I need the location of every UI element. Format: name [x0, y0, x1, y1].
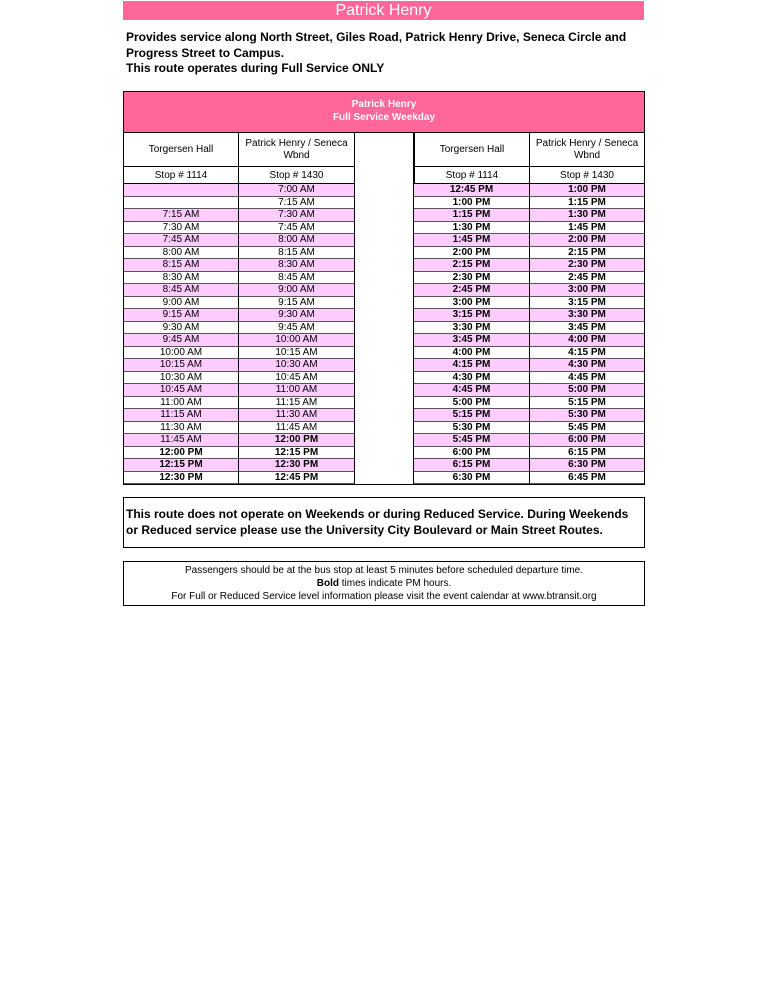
torgersen-time: 12:45 PM [414, 184, 530, 197]
time-row [414, 459, 644, 472]
intro-line-2: Progress Street to Campus. [126, 45, 285, 60]
torgersen-time: 10:30 AM [124, 372, 239, 385]
patrick-henry-time: 9:45 AM [239, 322, 355, 335]
time-row [124, 209, 355, 222]
intro-line-3: This route operates during Full Service ONLY [126, 61, 385, 75]
time-row [414, 334, 644, 347]
route-title: Patrick Henry [123, 1, 644, 20]
patrick-henry-time: 1:15 PM [530, 197, 644, 210]
patrick-henry-time: 11:15 AM [239, 397, 355, 410]
patrick-henry-time: 7:15 AM [239, 197, 355, 210]
patrick-henry-time: 12:15 PM [239, 447, 355, 460]
info-line-1: Passengers should be at the bus stop at least 5 minutes before scheduled departure time. [184, 565, 584, 576]
torgersen-time: 6:15 PM [414, 459, 530, 472]
patrick-henry-time: 5:30 PM [530, 409, 644, 422]
torgersen-time: 7:45 AM [124, 234, 239, 247]
col-header-patrick-henry-1: Patrick Henry / Seneca Wbnd [239, 133, 355, 167]
info-line-3: For Full or Reduced Service level information please visit the event calendar at www.btransit.org [171, 591, 597, 602]
time-row [414, 434, 644, 447]
service-notice [123, 497, 645, 548]
torgersen-time: 6:00 PM [414, 447, 530, 460]
passenger-info [123, 561, 645, 606]
patrick-henry-time: 3:00 PM [530, 284, 644, 297]
patrick-henry-time: 6:30 PM [530, 459, 644, 472]
time-row [414, 372, 644, 385]
patrick-henry-time: 12:30 PM [239, 459, 355, 472]
time-row [414, 472, 644, 485]
route-description [126, 30, 646, 77]
patrick-henry-time: 5:00 PM [530, 384, 644, 397]
patrick-henry-time: 10:30 AM [239, 359, 355, 372]
patrick-henry-time: 6:15 PM [530, 447, 644, 460]
time-row [414, 222, 644, 235]
stop-number-2: Stop # 1430 [239, 167, 355, 184]
torgersen-time: 10:00 AM [124, 347, 239, 360]
time-row [124, 309, 355, 322]
col-header-torgersen-2: Torgersen Hall [414, 133, 530, 167]
time-row [124, 334, 355, 347]
torgersen-time: 5:00 PM [414, 397, 530, 410]
time-row [414, 409, 644, 422]
torgersen-time: 12:30 PM [124, 472, 239, 485]
time-row [414, 322, 644, 335]
patrick-henry-time: 11:30 AM [239, 409, 355, 422]
patrick-henry-time: 10:45 AM [239, 372, 355, 385]
torgersen-time: 11:30 AM [124, 422, 239, 435]
torgersen-time: 2:45 PM [414, 284, 530, 297]
patrick-henry-time: 9:30 AM [239, 309, 355, 322]
time-row [414, 297, 644, 310]
patrick-henry-time: 8:45 AM [239, 272, 355, 285]
time-row [124, 459, 355, 472]
torgersen-time: 1:00 PM [414, 197, 530, 210]
time-row [124, 259, 355, 272]
torgersen-time: 9:45 AM [124, 334, 239, 347]
time-row [124, 247, 355, 260]
time-row [124, 297, 355, 310]
time-row [124, 397, 355, 410]
torgersen-time: 9:30 AM [124, 322, 239, 335]
patrick-henry-time: 1:45 PM [530, 222, 644, 235]
patrick-henry-time: 9:00 AM [239, 284, 355, 297]
patrick-henry-time: 3:15 PM [530, 297, 644, 310]
patrick-henry-time: 4:15 PM [530, 347, 644, 360]
stop-number-3: Stop # 1114 [414, 167, 530, 184]
intro-line-1: Provides service along North Street, Giles Road, Patrick Henry Drive, Seneca Circle and [126, 30, 627, 44]
schedule-route-name: Patrick Henry [351, 99, 417, 110]
time-row [414, 209, 644, 222]
torgersen-time: 10:45 AM [124, 384, 239, 397]
torgersen-time: 7:15 AM [124, 209, 239, 222]
notice-line-1: This route does not operate on Weekends or during Reduced Service. During Weekends [126, 507, 629, 521]
torgersen-time: 5:30 PM [414, 422, 530, 435]
torgersen-time: 2:15 PM [414, 259, 530, 272]
time-row [414, 447, 644, 460]
patrick-henry-time: 12:45 PM [239, 472, 355, 485]
time-row [124, 222, 355, 235]
time-row [124, 434, 355, 447]
time-row [124, 359, 355, 372]
schedule-header [124, 92, 644, 133]
torgersen-time: 11:45 AM [124, 434, 239, 447]
torgersen-time: 9:00 AM [124, 297, 239, 310]
patrick-henry-time: 7:45 AM [239, 222, 355, 235]
time-row [124, 409, 355, 422]
time-row [124, 422, 355, 435]
patrick-henry-time: 6:45 PM [530, 472, 644, 485]
patrick-henry-time: 9:15 AM [239, 297, 355, 310]
torgersen-time: 1:30 PM [414, 222, 530, 235]
patrick-henry-time: 2:00 PM [530, 234, 644, 247]
time-row [124, 272, 355, 285]
patrick-henry-time: 4:30 PM [530, 359, 644, 372]
notice-line-2: or Reduced service please use the University City Boulevard or Main Street Routes. [126, 522, 603, 537]
patrick-henry-time: 11:45 AM [239, 422, 355, 435]
schedule-table [123, 91, 645, 485]
patrick-henry-time: 4:45 PM [530, 372, 644, 385]
patrick-henry-time: 10:15 AM [239, 347, 355, 360]
torgersen-time: 10:15 AM [124, 359, 239, 372]
time-row [124, 347, 355, 360]
time-row [124, 184, 355, 197]
patrick-henry-time: 6:00 PM [530, 434, 644, 447]
patrick-henry-time: 12:00 PM [239, 434, 355, 447]
time-row [414, 234, 644, 247]
patrick-henry-time: 3:45 PM [530, 322, 644, 335]
time-row [414, 384, 644, 397]
patrick-henry-time: 2:15 PM [530, 247, 644, 260]
torgersen-time: 8:30 AM [124, 272, 239, 285]
patrick-henry-time: 11:00 AM [239, 384, 355, 397]
time-row [414, 184, 644, 197]
patrick-henry-time: 1:30 PM [530, 209, 644, 222]
torgersen-time: 4:30 PM [414, 372, 530, 385]
patrick-henry-time: 8:15 AM [239, 247, 355, 260]
patrick-henry-time: 5:45 PM [530, 422, 644, 435]
stop-number-1: Stop # 1114 [124, 167, 239, 184]
torgersen-time: 5:15 PM [414, 409, 530, 422]
torgersen-time: 3:45 PM [414, 334, 530, 347]
time-row [414, 397, 644, 410]
torgersen-time: 3:00 PM [414, 297, 530, 310]
torgersen-time: 4:00 PM [414, 347, 530, 360]
patrick-henry-time: 8:00 AM [239, 234, 355, 247]
torgersen-time: 2:00 PM [414, 247, 530, 260]
time-row [414, 197, 644, 210]
patrick-henry-time: 7:00 AM [239, 184, 355, 197]
torgersen-time: 8:00 AM [124, 247, 239, 260]
time-row [414, 422, 644, 435]
patrick-henry-time: 10:00 AM [239, 334, 355, 347]
patrick-henry-time: 2:30 PM [530, 259, 644, 272]
info-line-2 [124, 577, 644, 590]
patrick-henry-time: 4:00 PM [530, 334, 644, 347]
torgersen-time: 7:30 AM [124, 222, 239, 235]
patrick-henry-time: 5:15 PM [530, 397, 644, 410]
schedule-service-type: Full Service Weekday [332, 112, 436, 123]
stop-number-4: Stop # 1430 [530, 167, 644, 184]
torgersen-time: 5:45 PM [414, 434, 530, 447]
torgersen-time: 4:45 PM [414, 384, 530, 397]
time-row [124, 322, 355, 335]
col-header-patrick-henry-2: Patrick Henry / Seneca Wbnd [530, 133, 644, 167]
torgersen-time: 9:15 AM [124, 309, 239, 322]
time-row [414, 247, 644, 260]
torgersen-time: 3:30 PM [414, 322, 530, 335]
time-row [124, 372, 355, 385]
torgersen-time: 3:15 PM [414, 309, 530, 322]
afternoon-times [414, 184, 644, 484]
col-header-torgersen-1: Torgersen Hall [124, 133, 239, 167]
time-row [414, 259, 644, 272]
time-row [414, 347, 644, 360]
column-gap [355, 133, 414, 484]
time-row [124, 447, 355, 460]
patrick-henry-time: 2:45 PM [530, 272, 644, 285]
torgersen-time: 8:45 AM [124, 284, 239, 297]
patrick-henry-time: 8:30 AM [239, 259, 355, 272]
torgersen-time: 1:45 PM [414, 234, 530, 247]
torgersen-time: 11:15 AM [124, 409, 239, 422]
torgersen-time: 8:15 AM [124, 259, 239, 272]
time-row [414, 359, 644, 372]
torgersen-time: 11:00 AM [124, 397, 239, 410]
patrick-henry-time: 3:30 PM [530, 309, 644, 322]
patrick-henry-time: 7:30 AM [239, 209, 355, 222]
time-row [414, 284, 644, 297]
time-row [124, 472, 355, 485]
torgersen-time: 12:00 PM [124, 447, 239, 460]
time-row [124, 384, 355, 397]
time-row [414, 309, 644, 322]
time-row [124, 234, 355, 247]
torgersen-time [124, 184, 239, 197]
patrick-henry-time: 1:00 PM [530, 184, 644, 197]
torgersen-time: 6:30 PM [414, 472, 530, 485]
torgersen-time: 12:15 PM [124, 459, 239, 472]
time-row [124, 284, 355, 297]
torgersen-time [124, 197, 239, 210]
morning-times [124, 184, 355, 484]
torgersen-time: 1:15 PM [414, 209, 530, 222]
time-row [124, 197, 355, 210]
torgersen-time: 4:15 PM [414, 359, 530, 372]
info-line-2-rest: times indicate PM hours. [338, 578, 452, 589]
info-bold-word: Bold [316, 578, 339, 589]
torgersen-time: 2:30 PM [414, 272, 530, 285]
time-row [414, 272, 644, 285]
